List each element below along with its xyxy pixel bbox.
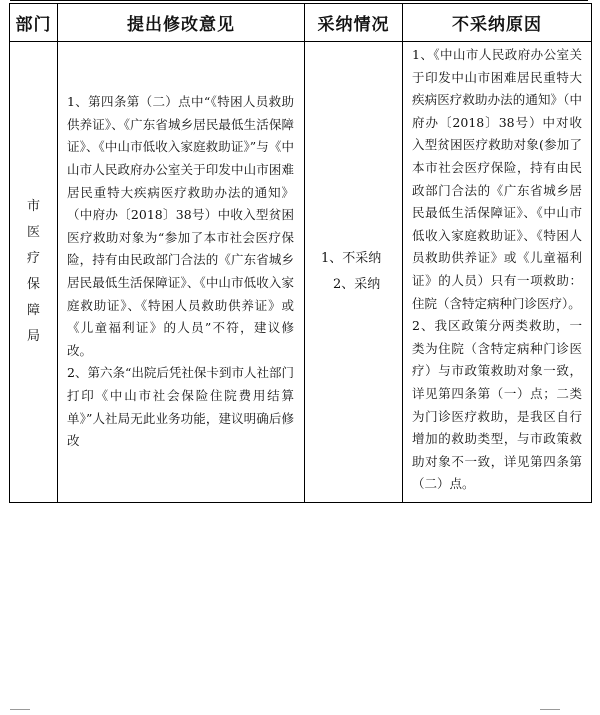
reason-item-1: 1、《中山市人民政府办公室关于印发中山市困难居民重特大疾病医疗救助办法的通知》（中府办〔2018〕38号）中对收入型贫困医疗救助对象(参加了本市社会医疗保险，持有由民政部门合法的《广东省城乡居民最低生活保障证》、《中山市低收入家庭救助证》、《特困人员救助供养证》或《儿童福利证》的人员）只有一项救助：住院（含特定病种门诊医疗）。 (412, 47, 582, 311)
header-row (10, 4, 592, 42)
opinion-cell (58, 42, 305, 503)
opinion-item-2: 2、第六条“出院后凭社保卡到市人社部门打印《中山市社会保险住院费用结算单》”人社局无此业务功能，建议明确后修改 (67, 365, 294, 449)
header-adoption: 采纳情况 (305, 4, 403, 42)
footer-mark-right (540, 709, 560, 710)
reason-cell (403, 42, 592, 503)
header-reason: 不采纳原因 (403, 4, 592, 42)
table-row (10, 42, 592, 503)
header-opinion: 提出修改意见 (58, 4, 305, 42)
opinion-table (9, 3, 592, 503)
department-cell (10, 42, 58, 503)
reason-item-2: 2、我区政策分两类救助，一类为住院（含特定病种门诊医疗）与市政策救助对象一致，详见第四条第（一）点；二类为门诊医疗救助，是我区自行增加的救助类型，与市政策救助对象不一致，详见第四条第（二）点。 (412, 318, 582, 492)
footer-mark-left (10, 709, 30, 710)
adoption-item-2: 2、采纳 (333, 276, 381, 292)
department-name: 市医疗保障局 (26, 198, 40, 344)
adoption-cell (305, 42, 403, 503)
adoption-item-1: 1、不采纳 (321, 250, 382, 266)
opinion-item-1: 1、第四条第（二）点中“《特困人员救助供养证》、《广东省城乡居民最低生活保障证》、《中山市低收入家庭救助证》”与《中山市人民政府办公室关于印发中山市困难居民重特大疾病医疗救助办法的通知》（中府办〔2018〕38号）中收入型贫困医疗救助对象为“参加了本市社会医疗保险，持有由民政部门合法的《广东省城乡居民最低生活保障证》、《中山市低收入家庭救助证》、《特困人员救助供养证》或《儿童福利证》的人员”不符，建议修改。 (67, 94, 294, 358)
header-department: 部门 (10, 4, 58, 42)
